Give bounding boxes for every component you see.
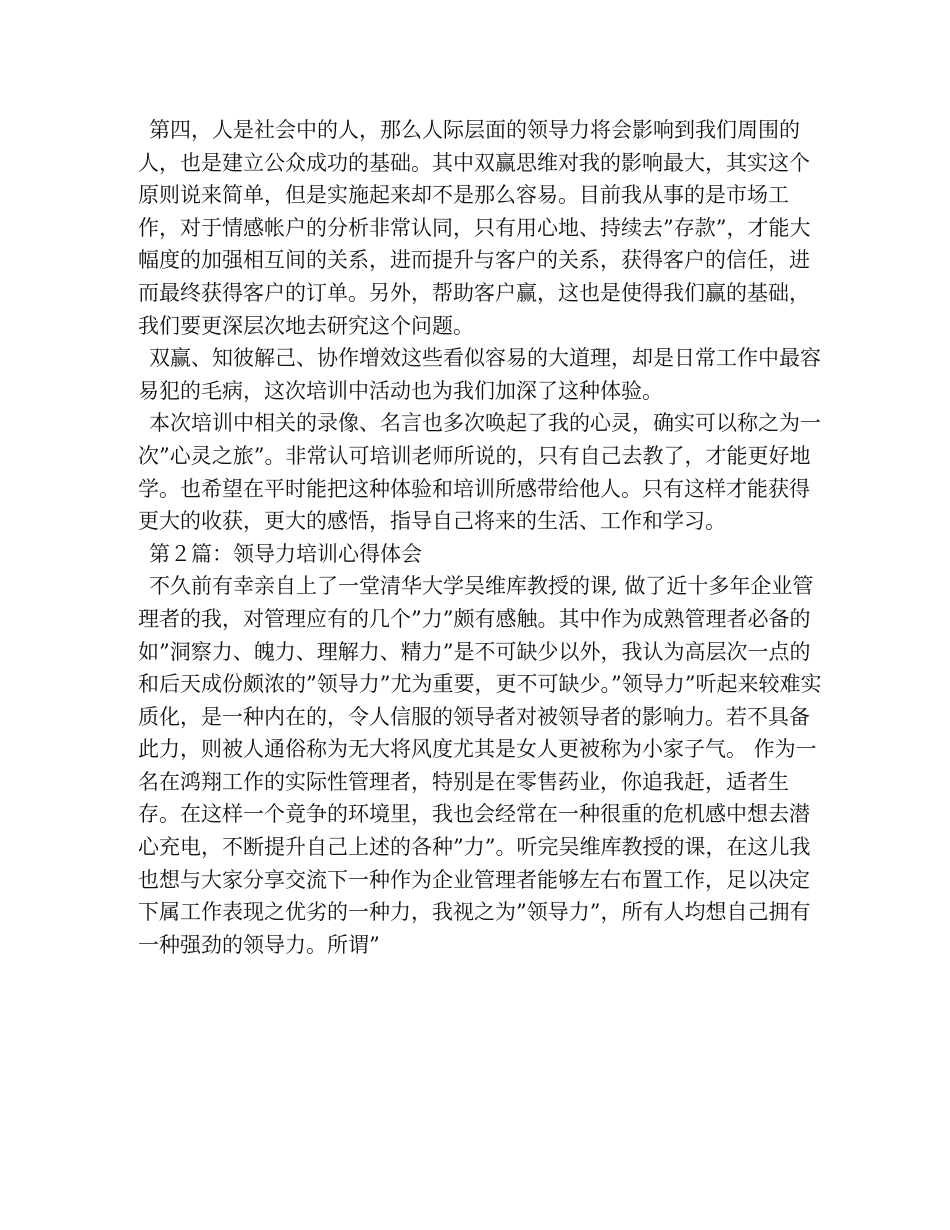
paragraph-win-win: 双赢、知彼解己、协作增效这些看似容易的大道理，却是日常工作中最容易犯的毛病，这次培训中活动也为我们加深了这种体验。 xyxy=(138,346,821,403)
paragraph-training-reflection: 本次培训中相关的录像、名言也多次唤起了我的心灵，确实可以称之为一次”心灵之旅”。非常认可培训老师所说的，只有自己去教了，才能更好地学。也希望在平时能把这种体验和培训所感带给他人。只有这样才能获得更大的收获，更大的感悟，指导自己将来的生活、工作和学习。 xyxy=(138,411,821,534)
paragraph-leadership-course: 不久前有幸亲自上了一堂清华大学吴维库教授的课, 做了近十多年企业管理者的我，对管理应有的几个”力”颇有感触。其中作为成熟管理者必备的如”洞察力、魄力、理解力、精力”是不可缺少以外，我认为高层次一点的和后天成份颇浓的”领导力”尤为重要，更不可缺少。”领导力”听起来较难实质化，是一种内在的，令人信服的领导者对被领导者的影响力。若不具备此力，则被人通俗称为无大将风度尤其是女人更被称为小家子气。 作为一名在鸿翔工作的实际性管理者，特别是在零售药业，你追我赶，适者生存。在这样一个竟争的环境里，我也会经常在一种很重的危机感中想去潜心充电，不断提升自己上述的各种”力”。听完吴维库教授的课，在这儿我也想与大家分享交流下一种作为企业管理者能够左右布置工作，足以决定下属工作表现之优劣的一种力，我视之为”领导力”，所有人均想自己拥有一种强劲的领导力。所谓” xyxy=(138,574,822,957)
document-body xyxy=(138,114,828,961)
section-heading: 第２篇：领导力培训心得体会 xyxy=(149,541,422,566)
paragraph-fourth-point: 第四，人是社会中的人，那么人际层面的领导力将会影响到我们周围的人，也是建立公众成功的基础。其中双赢思维对我的影响最大，其实这个原则说来简单，但是实施起来却不是那么容易。目前我从事的是市场工作，对于情感帐户的分析非常认同，只有用心地、持续去”存款”，才能大幅度的加强相互间的关系，进而提升与客户的关系，获得客户的信任，进而最终获得客户的订单。另外，帮助客户赢，这也是使得我们赢的基础，我们要更深层次地去研究这个问题。 xyxy=(138,118,811,338)
